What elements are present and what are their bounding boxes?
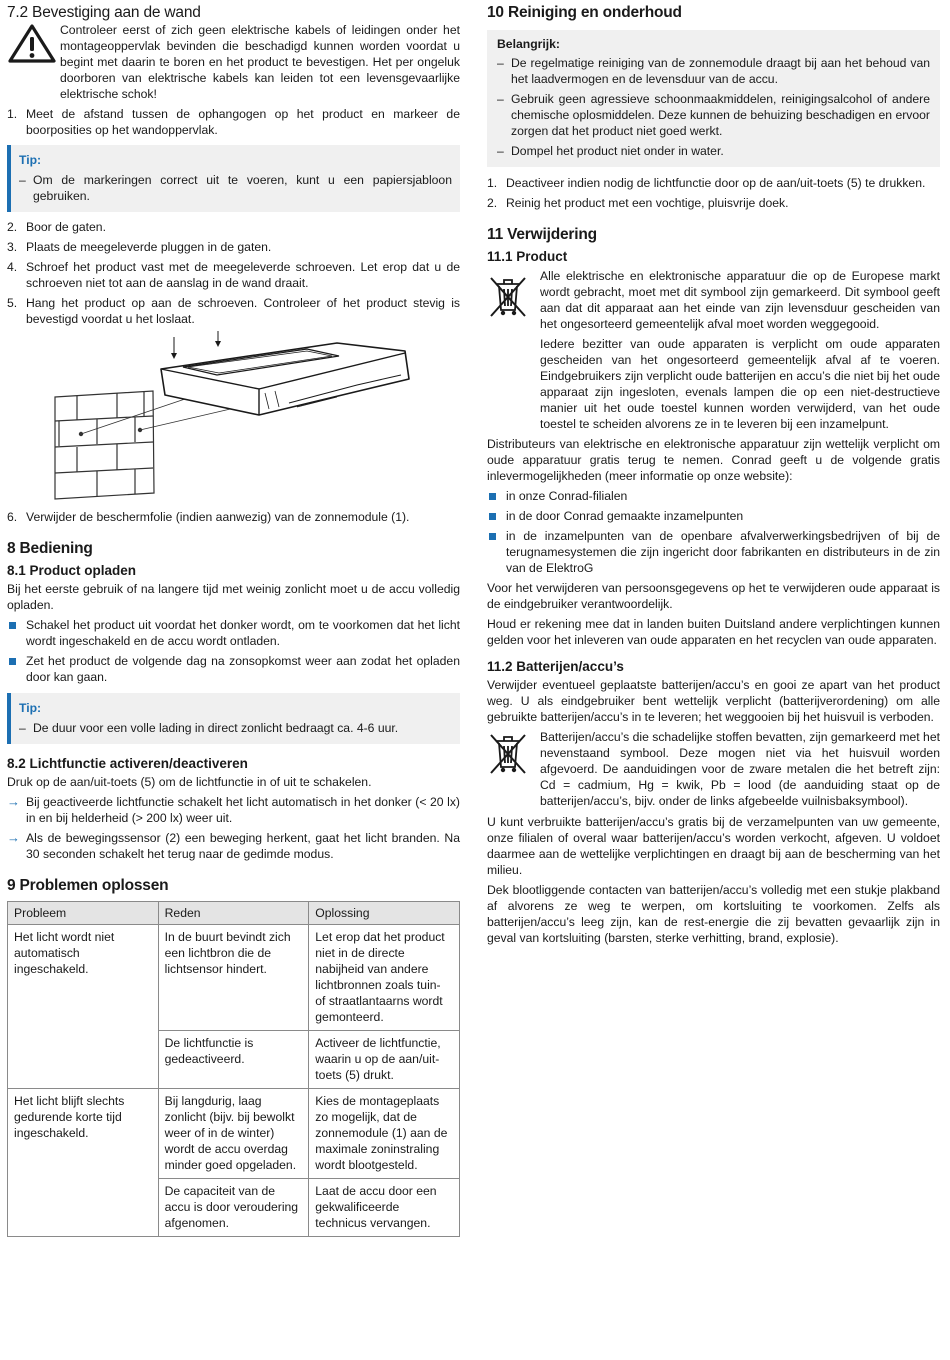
step-2: 2. Boor de gaten. xyxy=(7,220,106,234)
table-cell: Let erop dat het product niet in de directe nabijheid van andere lichtbronnen zoals tuin- of straatlantaarns wordt gemonteerd. xyxy=(309,925,460,1031)
bullet-item: in onze Conrad-filialen xyxy=(487,488,940,504)
section-11-2-heading: 11.2 Batterijen/accu’s xyxy=(487,659,624,674)
battery-paragraph-4: Dek blootliggende contacten van batterijen/accu’s volledig met een stukje plakband af alvorens ze weg te werpen, om kortsluiting te voorkomen. Zelfs als batterijen/accu’s leeg zijn, kan de rest-energie die zij bevatten gevaarlijk zijn in geval van kortsluiting (barsten, sterke verhitting, brand, explosie). xyxy=(487,883,940,945)
table-cell: De lichtfunctie is gedeactiveerd. xyxy=(158,1031,309,1089)
important-item: – De regelmatige reiniging van de zonnemodule draagt bij aan het behoud van het laadvermogen en de levensduur van de accu. xyxy=(497,56,930,86)
weee-block xyxy=(487,268,940,432)
step-1: 1. Meet de afstand tussen de ophangogen op het product en markeer de boorposities op het wandoppervlak. xyxy=(7,107,460,137)
weee-paragraph-2: Iedere bezitter van oude apparaten is verplicht om oude apparaten gescheiden van het ongesorteerd gemeentelijk afval af te voeren. Eindgebruikers zijn verplicht oude batterijen en accu’s die niet bij het oude apparaat zijn ingesloten, evenals lampen die op een niet-destructieve manier uit het oude toestel kunnen worden verwijderd, van het oude toestel te scheiden alvorens ze in te leveren bij een inzamelpunt. xyxy=(540,337,940,431)
crossed-bin-icon xyxy=(487,268,540,432)
warning-triangle-icon xyxy=(7,22,60,102)
table-row xyxy=(8,925,460,1031)
bullet-item: in de inzamelpunten van de openbare afvalverwerkingsbedrijven of bij de terugnamesystemen die zijn ingericht door fabrikanten en distributeurs in de zin van de ElektroG xyxy=(487,528,940,576)
crossed-bin-icon xyxy=(487,729,540,809)
table-header-cell: Reden xyxy=(158,902,309,925)
table-cell: Activeer de lichtfunctie, waarin u op de aan/uit-toets (5) drukt. xyxy=(309,1031,460,1089)
table-header-cell: Oplossing xyxy=(309,902,460,925)
troubleshooting-table xyxy=(7,901,460,1237)
weee-paragraph-1: Alle elektrische en elektronische apparatuur die op de Europese markt wordt gebracht, moet met dit symbool zijn gemarkeerd. Dit symbool geeft aan dat dit apparaat aan het einde van zijn levensduur gescheiden van het ongesorteerd gemeentelijk afval moet worden weggegooid. xyxy=(540,269,940,331)
square-bullet-icon xyxy=(7,653,26,685)
square-bullet-icon xyxy=(487,488,506,504)
section-8-1-intro: Bij het eerste gebruik of na langere tijd met weinig zonlicht moet u de accu volledig opladen. xyxy=(7,582,460,612)
step-2: 2. Reinig het product met een vochtige, pluisvrije doek. xyxy=(487,196,789,210)
section-8-2-intro: Druk op de aan/uit-toets (5) om de lichtfunctie in of uit te schakelen. xyxy=(7,775,372,789)
square-bullet-icon xyxy=(487,508,506,524)
section-11-1-heading: 11.1 Product xyxy=(487,249,568,264)
step-4: 4. Schroef het product vast met de meegeleverde schroeven. Let erop dat u de schroeven niet tot aan de aanslag in de wand draait. xyxy=(7,260,460,290)
personal-data-paragraph: Voor het verwijderen van persoonsgegevens op het te verwijderen oude apparaat is de eindgebruiker verantwoordelijk. xyxy=(487,581,940,611)
section-7-2-heading: 7.2 Bevestiging aan de wand xyxy=(7,4,201,21)
table-cell: Het licht wordt niet automatisch ingeschakeld. xyxy=(8,925,159,1089)
bullet-item: Schakel het product uit voordat het donker wordt, om te voorkomen dat het licht wordt ingeschakeld en de accu wordt ontladen. xyxy=(7,617,460,649)
table-header-cell: Probleem xyxy=(8,902,159,925)
arrow-item: → Bij geactiveerde lichtfunctie schakelt het licht automatisch in het donker (< 20 lx) in en bij helderheid (> 200 lx) weer uit. xyxy=(7,794,460,825)
arrow-right-icon: → xyxy=(7,794,20,809)
square-bullet-icon xyxy=(487,528,506,576)
table-header-row xyxy=(8,902,460,925)
important-item: – Dompel het product niet onder in water. xyxy=(497,144,724,158)
bullet-item: in de door Conrad gemaakte inzamelpunten xyxy=(487,508,940,524)
tip-box-mounting: Tip: – Om de markeringen correct uit te voeren, kunt u een papiersjabloon gebruiken. xyxy=(7,145,460,212)
tip-title: Tip: xyxy=(19,153,42,167)
battery-symbol-block xyxy=(487,729,940,809)
step-6: 6. Verwijder de beschermfolie (indien aanwezig) van de zonnemodule (1). xyxy=(7,510,410,524)
section-8-2-heading: 8.2 Lichtfunctie activeren/deactiveren xyxy=(7,756,248,771)
tip-title: Tip: xyxy=(19,701,42,715)
table-cell: In de buurt bevindt zich een lichtbron die de lichtsensor hindert. xyxy=(158,925,309,1031)
important-title: Belangrijk: xyxy=(497,37,560,51)
table-cell: Het licht blijft slechts gedurende korte tijd ingeschakeld. xyxy=(8,1089,159,1237)
battery-paragraph-1: Verwijder eventueel geplaatste batterijen/accu’s en gooi ze apart van het product weg. U als eindgebruiker bent wettelijk verplicht (batterijverordening) om alle gebruikte batterijen/accu’s in te leveren; het weggooien bij het huisvuil is verboden. xyxy=(487,678,940,724)
important-box xyxy=(487,30,940,167)
section-10-heading: 10 Reiniging en onderhoud xyxy=(487,4,682,21)
table-cell: Kies de montageplaats zo mogelijk, dat de zonnemodule (1) aan de maximale zoninstraling wordt blootgesteld. xyxy=(309,1089,460,1179)
tip-text: Om de markeringen correct uit te voeren, kunt u een papiersjabloon gebruiken. xyxy=(33,173,452,203)
bullet-item: Zet het product de volgende dag na zonsopkomst weer aan zodat het opladen door kan gaan. xyxy=(7,653,460,685)
step-3: 3. Plaats de meegeleverde pluggen in de gaten. xyxy=(7,240,272,254)
battery-paragraph-3: U kunt verbruikte batterijen/accu’s gratis bij de verzamelpunten van uw gemeente, onze filialen of overal waar batterijen/accu’s worden verkocht, afgeven. U voldoet daarmee aan de wettelijke verplichtingen en draagt bij aan de bescherming van het milieu. xyxy=(487,815,940,877)
section-8-1-heading: 8.1 Product opladen xyxy=(7,563,137,578)
left-column xyxy=(7,0,460,1237)
square-bullet-icon xyxy=(7,617,26,649)
important-item: – Gebruik geen agressieve schoonmaakmiddelen, reinigingsalcohol of andere chemische oplosmiddelen. Deze kunnen de behuizing beschadigen en ervoor zorgen dat het product niet goed werkt. xyxy=(497,92,930,138)
table-cell: De capaciteit van de accu is door veroudering afgenomen. xyxy=(158,1179,309,1237)
table-row xyxy=(8,1089,460,1179)
warning-text: Controleer eerst of zich geen elektrische kabels of leidingen onder het montageoppervlak bevinden die beschadigd kunnen worden voordat u begint met daarin te boren en het product te bevestigen. Het per ongeluk doorboren van elektrische kabels kan leiden tot een levensgevaarlijke elektrische schok! xyxy=(60,23,460,101)
tip-text: De duur voor een volle lading in direct zonlicht bedraagt ca. 4-6 uur. xyxy=(33,721,399,735)
table-cell: Bij langdurig, laag zonlicht (bijv. bij bewolkt weer of in de winter) wordt de accu overdag minder goed opgeladen. xyxy=(158,1089,309,1179)
battery-paragraph-2: Batterijen/accu’s die schadelijke stoffen bevatten, zijn gemarkeerd met het nevenstaand symbool. Deze mogen niet via het huisvuil worden afgevoerd. De aanduidingen voor de zware metalen die het betreft zijn: Cd = cadmium, Hg = kwik, Pb = lood (de aanduiding staat op de batterijen/accu’s, bijv. onder de links afgebeelde vuilnisbaksymbool). xyxy=(540,730,940,808)
distributor-paragraph: Distributeurs van elektrische en elektronische apparatuur zijn wettelijk verplicht om oude apparatuur gratis terug te nemen. Conrad geeft u de volgende gratis inlevermogelijkheden (meer informatie op onze website): xyxy=(487,437,940,483)
other-countries-paragraph: Houd er rekening mee dat in landen buiten Duitsland andere verplichtingen kunnen gelden voor het inleveren van oude apparaten en het recyclen van oude apparaten. xyxy=(487,617,940,647)
step-5: 5. Hang het product op aan de schroeven. Controleer of het product stevig is bevestigd voordat u het loslaat. xyxy=(7,296,460,326)
tip-box-charging: Tip: – De duur voor een volle lading in direct zonlicht bedraagt ca. 4-6 uur. xyxy=(7,693,460,744)
section-9-heading: 9 Problemen oplossen xyxy=(7,877,169,894)
mounting-illustration xyxy=(7,331,460,509)
section-11-heading: 11 Verwijdering xyxy=(487,226,597,243)
section-8-heading: 8 Bediening xyxy=(7,540,93,557)
step-1: 1. Deactiveer indien nodig de lichtfunctie door op de aan/uit-toets (5) te drukken. xyxy=(487,176,926,190)
arrow-item: → Als de bewegingssensor (2) een beweging herkent, gaat het licht branden. Na 30 seconden schakelt het terug naar de gedimde modus. xyxy=(7,830,460,861)
arrow-right-icon: → xyxy=(7,830,20,845)
right-column xyxy=(487,0,940,946)
warning-block xyxy=(7,22,460,102)
table-cell: Laat de accu door een gekwalificeerde technicus vervangen. xyxy=(309,1179,460,1237)
